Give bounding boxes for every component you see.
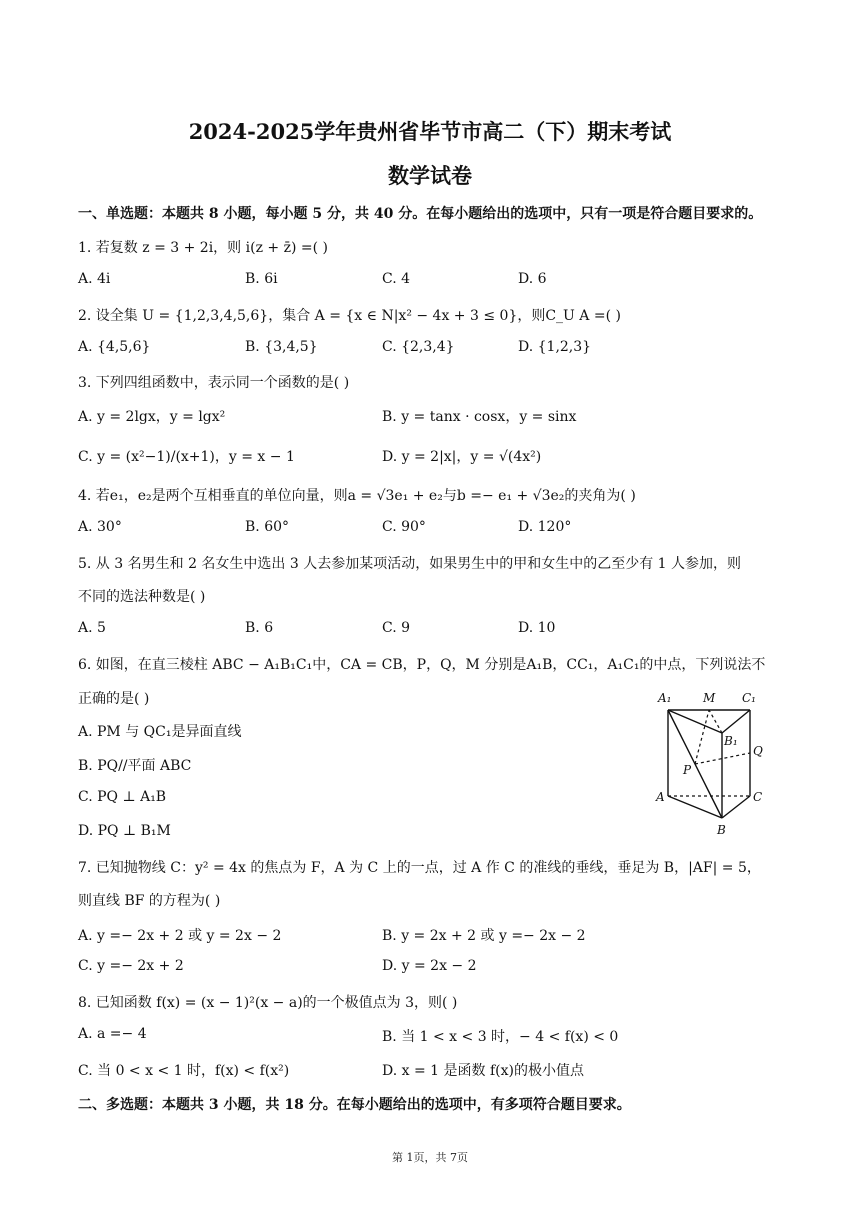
edge-bc — [722, 796, 750, 818]
q1-stem: 1. 若复数 z = 3 + 2i，则 i(z + z̄) =( ) — [78, 240, 328, 256]
q5-stem-line1: 5. 从 3 名男生和 2 名女生中选出 3 人去参加某项活动，如果男生中的甲和女生中的乙至少有 1 人参加，则 — [78, 556, 742, 572]
q8-stem: 8. 已知函数 f(x) = (x − 1)²(x − a)的一个极值点为 3，则( ) — [78, 995, 458, 1011]
q8-option-c: C. 当 0 < x < 1 时，f(x) < f(x²) — [78, 1063, 290, 1079]
q5-stem-line2: 不同的选法种数是( ) — [78, 589, 206, 605]
q2-stem: 2. 设全集 U = {1,2,3,4,5,6}，集合 A = {x ∈ N|x² − 4x + 3 ≤ 0}，则C_U A =( ) — [78, 308, 621, 324]
segment-pm — [695, 710, 709, 764]
q7-option-c: C. y =− 2x + 2 — [78, 958, 184, 974]
q2-option-a: A. {4,5,6} — [78, 339, 151, 355]
q3-option-c: C. y = (x²−1)/(x+1)，y = x − 1 — [78, 449, 295, 465]
q7-option-b: B. y = 2x + 2 或 y =− 2x − 2 — [382, 928, 586, 944]
label-b1: B₁ — [724, 734, 738, 748]
edge-ab — [668, 796, 722, 818]
q3-option-d: D. y = 2|x|，y = √(4x²) — [382, 449, 542, 465]
q7-option-a: A. y =− 2x + 2 或 y = 2x − 2 — [78, 928, 282, 944]
q2-option-c: C. {2,3,4} — [382, 339, 455, 355]
q6-stem-line1: 6. 如图，在直三棱柱 ABC − A₁B₁C₁中，CA = CB，P，Q，M 分别是A₁B，CC₁，A₁C₁的中点，下列说法不 — [78, 657, 766, 673]
q6-option-a: A. PM 与 QC₁是异面直线 — [78, 724, 242, 740]
label-a: A — [656, 790, 665, 804]
q4-stem: 4. 若e₁，e₂是两个互相垂直的单位向量，则a = √3e₁ + e₂与b =− e₁ + √3e₂的夹角为( ) — [78, 488, 636, 504]
q4-option-b: B. 60° — [245, 519, 290, 535]
label-c: C — [753, 790, 763, 804]
label-p: P — [683, 763, 692, 777]
q1-option-a: A. 4i — [78, 271, 111, 287]
prism-figure — [650, 688, 770, 838]
q4-option-a: A. 30° — [78, 519, 122, 535]
q6-option-c: C. PQ ⊥ A₁B — [78, 789, 167, 805]
section-1-heading: 一、单选题：本题共 8 小题，每小题 5 分，共 40 分。在每小题给出的选项中，只有一项是符合题目要求的。 — [78, 206, 763, 222]
q8-option-d: D. x = 1 是函数 f(x)的极小值点 — [382, 1063, 584, 1079]
q5-option-d: D. 10 — [518, 620, 556, 636]
label-m: M — [703, 691, 716, 705]
label-c1: C₁ — [742, 691, 756, 705]
q7-option-d: D. y = 2x − 2 — [382, 958, 477, 974]
q2-option-b: B. {3,4,5} — [245, 339, 318, 355]
q2-option-d: D. {1,2,3} — [518, 339, 592, 355]
page-footer: 第 1页，共 7页 — [392, 1151, 468, 1164]
q5-option-b: B. 6 — [245, 620, 274, 636]
q6-option-b: B. PQ//平面 ABC — [78, 758, 192, 774]
edge-b1c1 — [722, 710, 750, 733]
label-b: B — [717, 823, 726, 837]
q3-option-a: A. y = 2lgx，y = lgx² — [78, 409, 226, 425]
q1-option-d: D. 6 — [518, 271, 547, 287]
q4-option-c: C. 90° — [382, 519, 426, 535]
q7-stem-line1: 7. 已知抛物线 C：y² = 4x 的焦点为 F，A 为 C 上的一点，过 A 作 C 的准线的垂线，垂足为 B，|AF| = 5， — [78, 860, 761, 876]
q8-option-a: A. a =− 4 — [78, 1026, 147, 1042]
document-subtitle: 数学试卷 — [388, 163, 472, 188]
q8-option-b: B. 当 1 < x < 3 时，− 4 < f(x) < 0 — [382, 1029, 619, 1045]
q6-option-d: D. PQ ⊥ B₁M — [78, 823, 171, 839]
q1-option-c: C. 4 — [382, 271, 411, 287]
q4-option-d: D. 120° — [518, 519, 572, 535]
q3-stem: 3. 下列四组函数中，表示同一个函数的是( ) — [78, 375, 350, 391]
q7-stem-line2: 则直线 BF 的方程为( ) — [78, 893, 221, 909]
label-q: Q — [753, 744, 763, 758]
edge-a1b1 — [668, 710, 722, 733]
q6-stem-line2: 正确的是( ) — [78, 691, 150, 707]
q5-option-a: A. 5 — [78, 620, 106, 636]
q3-option-b: B. y = tanx · cosx，y = sinx — [382, 409, 577, 425]
q5-option-c: C. 9 — [382, 620, 411, 636]
label-a1: A₁ — [658, 691, 672, 705]
document-title: 2024-2025学年贵州省毕节市高二（下）期末考试 — [188, 119, 672, 144]
section-2-heading: 二、多选题：本题共 3 小题，共 18 分。在每小题给出的选项中，有多项符合题目要求。 — [78, 1097, 631, 1113]
q1-option-b: B. 6i — [245, 271, 278, 287]
